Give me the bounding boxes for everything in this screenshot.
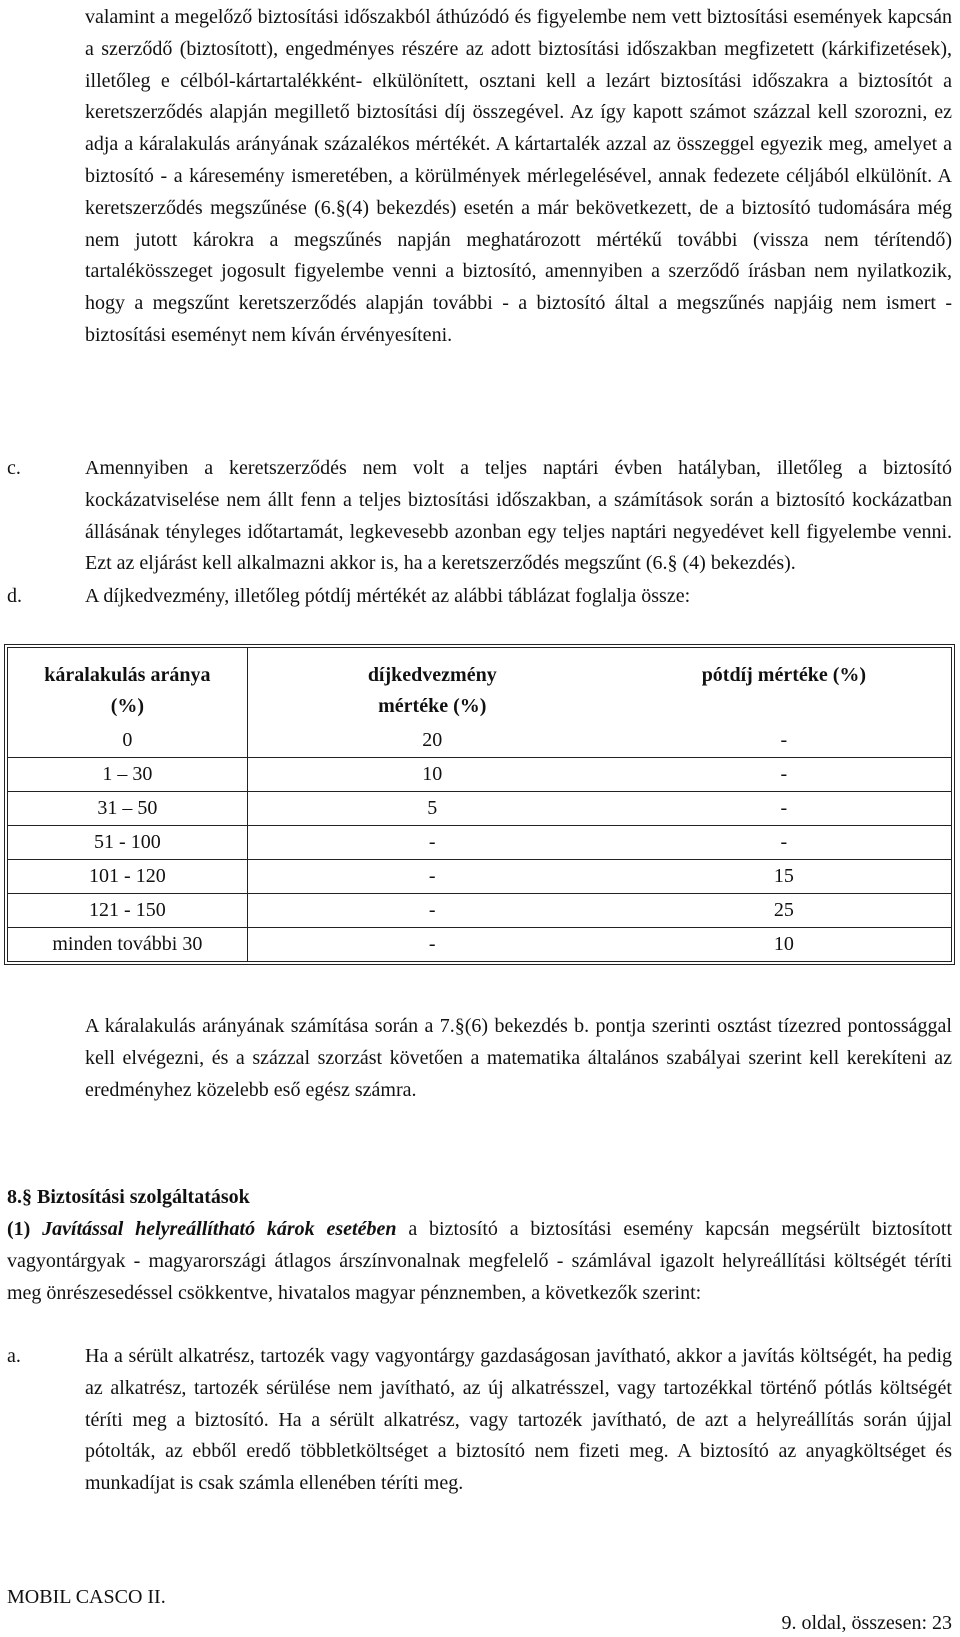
cell-ratio: 121 - 150 [8,893,248,927]
cell-discount: 10 [248,757,617,791]
table-row [8,791,951,825]
cell-surcharge: - [617,825,951,859]
table-header-row [8,648,951,724]
header-discount: díjkedvezmény mértéke (%) [367,664,497,717]
cell-surcharge: 25 [617,893,951,927]
cell-surcharge: - [617,757,951,791]
cell-ratio: 1 – 30 [8,757,248,791]
cell-surcharge: 15 [617,859,951,893]
item-a-text: Ha a sérült alkatrész, tartozék vagy vagyontárgy gazdaságosan javítható, akkor a javítás költségét, ha pedig az alkatrész, tartozék sérülése nem javítható, az új alkatrésszel, vagy tartozékkal történő pótlás költségét téríti meg a biztosító. Ha a sérült alkatrész, vagy tartozék javítható, de azt a helyreállítás során újjal pótolták, az ebből eredő többletköltséget a biztosító nem fizeti meg. A biztosító az anyagköltséget és munkadíjat is csak számla ellenében téríti meg. [85,1345,952,1495]
cell-ratio: 0 [8,724,248,757]
cell-discount: 5 [248,791,617,825]
paragraph-emphasis: Javítással helyreállítható károk esetében [42,1218,397,1240]
rates-table [7,647,952,962]
item-c-marker: c. [7,457,21,479]
item-a-marker: a. [7,1345,21,1367]
footer-page-info: 9. oldal, összesen: 23 [781,1612,952,1634]
section-8-paragraph-1 [7,1214,952,1309]
cell-discount: - [248,927,617,961]
cell-surcharge: - [780,729,788,751]
cell-discount: - [248,859,617,893]
cell-surcharge: - [617,791,951,825]
item-d-text: A díjkedvezmény, illetőleg pótdíj mértékét az alábbi táblázat foglalja össze: [85,585,691,607]
header-claim-ratio: káralakulás aránya (%) [8,648,248,724]
intro-paragraph: valamint a megelőző biztosítási időszakból áthúzódó és figyelembe nem vett biztosítási események kapcsán a szerződő (biztosított), engedményes részére az adott biztosítási időszakban megfizetett (kárkifizetések), illetőleg e célból-kártartalékként- elkülönített, osztani kell a lezárt biztosítási időszakra a biztosítót a keretszerződés alapján megillető biztosítási díj összegével. Az így kapott számot százzal kell szorozni, ez adja a káralakulás arányának százalékos mértékét. A kártartalék azzal az összeggel egyezik meg, amelyet a biztosító - a káresemény ismeretében, a körülmények mérlegelésével, annak fedezete céljából elkülönít. A keretszerződés megszűnése (6.§(4) bekezdés) esetén a már bekövetkezett, de a biztosító tudomására még nem jutott károkra a megszűnés napján meghatározott mértékű további (vissza nem térítendő) tartalékösszeget jogosult figyelembe venni a biztosító, amennyiben a szerződő írásban nem nyilatkozik, hogy a megszűnt keretszerződés alapján további - a biztosító által a megszűnés napjáig nem ismert - biztosítási eseményt nem kíván érvényesíteni. [85,6,952,346]
cell-ratio: 51 - 100 [8,825,248,859]
table-row [8,724,951,757]
table-row [8,927,951,961]
cell-discount: 20 [422,729,443,751]
section-8-heading: 8.§ Biztosítási szolgáltatások [7,1186,250,1208]
item-c-text: Amennyiben a keretszerződés nem volt a teljes naptári évben hatályban, illetőleg a biztosító kockázatviselése nem állt fenn a teljes biztosítási időszakban, a számítások során a biztosító kockázatban állásának tényleges időtartamát, legkevesebb azonban egy teljes naptári negyedévet kell figyelembe venni. Ezt az eljárást kell alkalmazni akkor is, ha a keretszerződés megszűnt (6.§ (4) bekezdés). [85,457,952,575]
footer-document-name: MOBIL CASCO II. [7,1586,166,1608]
header-surcharge: pótdíj mértéke (%) [701,664,867,686]
paragraph-number: (1) [7,1218,31,1240]
table-row [8,757,951,791]
cell-ratio: 101 - 120 [8,859,248,893]
cell-ratio: 31 – 50 [8,791,248,825]
cell-discount: - [248,825,617,859]
table-row [8,825,951,859]
cell-surcharge: 10 [617,927,951,961]
cell-discount: - [248,893,617,927]
after-table-paragraph: A káralakulás arányának számítása során a 7.§(6) bekezdés b. pontja szerinti osztást tízezred pontossággal kell elvégezni, és a százzal szorzást követően a matematika általános szabályai szerint kell kerekíteni az eredményhez közelebb eső egész számra. [85,1015,952,1101]
paragraph-body: a biztosító a biztosítási esemény kapcsán megsérült biztosított vagyontárgyak - magyarországi átlagos árszínvonalnak megfelelő - számlával igazolt helyreállítási költségét téríti meg önrészesedéssel csökkentve, hivatalos magyar pénznemben, a következők szerint: [7,1218,953,1304]
item-d-marker: d. [7,585,22,607]
cell-ratio: minden további 30 [8,927,248,961]
table-row [8,859,951,893]
table-row [8,893,951,927]
